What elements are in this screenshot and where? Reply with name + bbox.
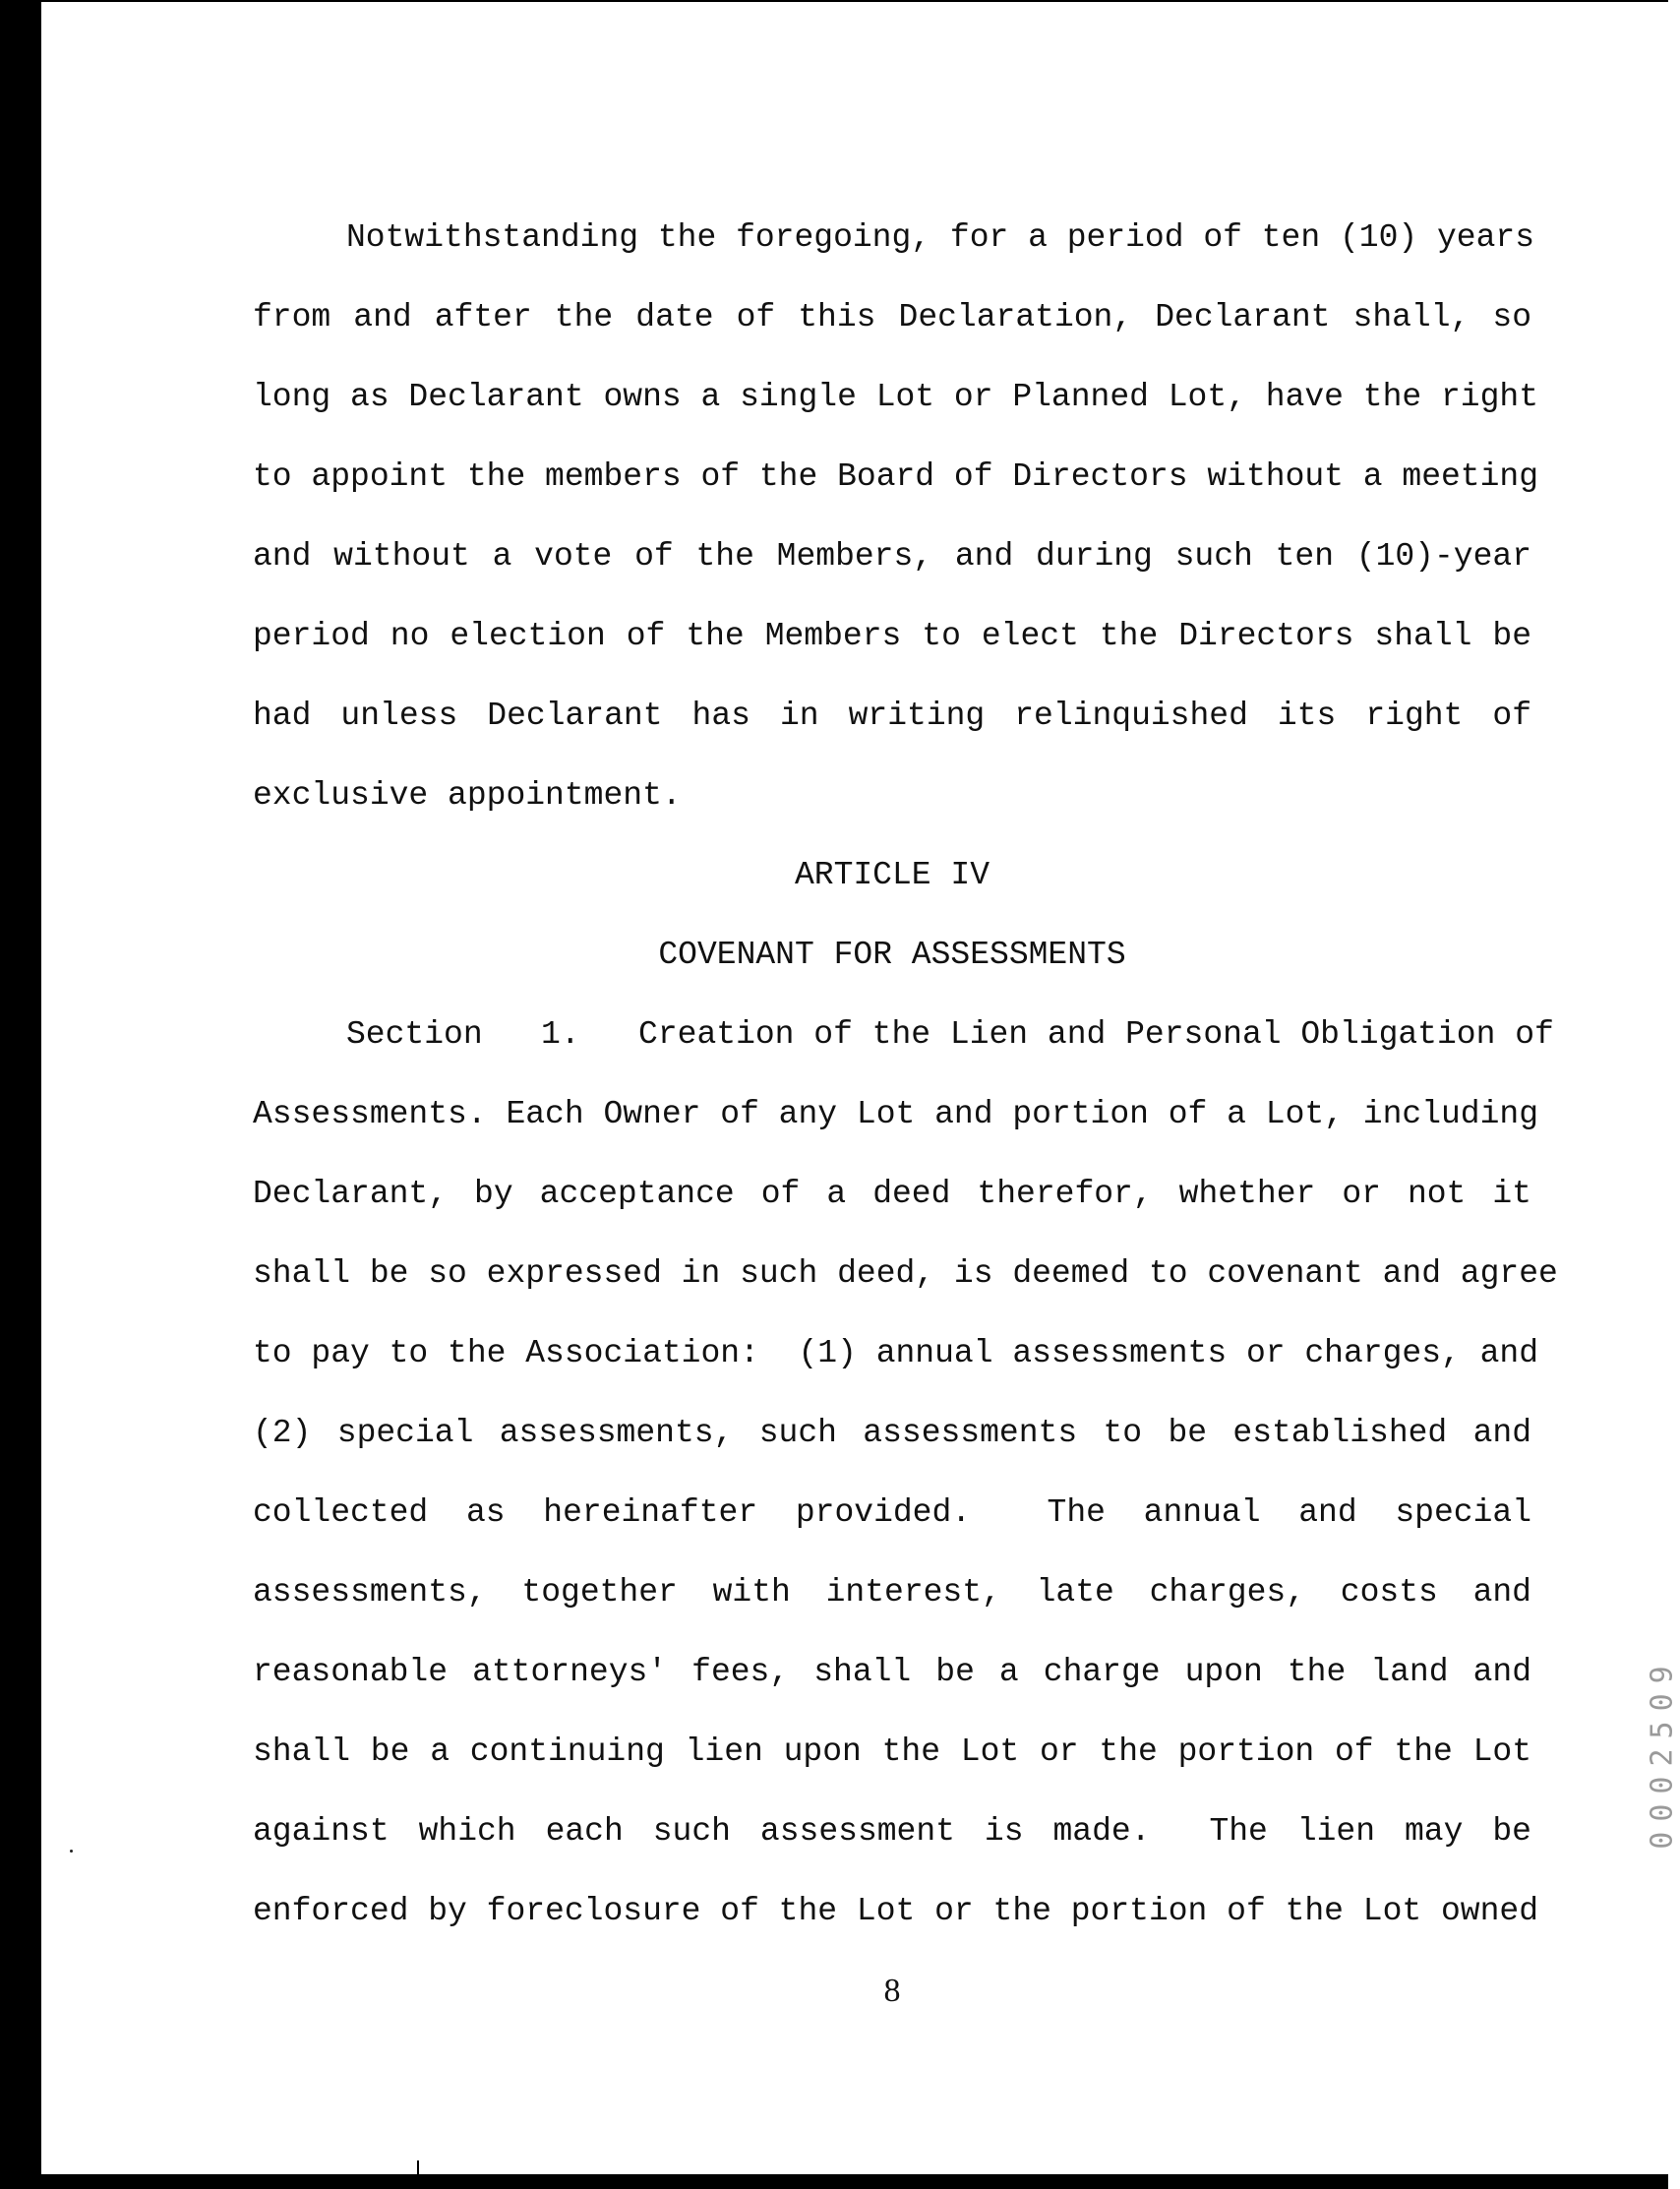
paragraph2-line: enforced by foreclosure of the Lot or the portion of the Lot owned [253, 1893, 1539, 1929]
paragraph2-line: shall be a continuing lien upon the Lot or the portion of the Lot [253, 1733, 1531, 1770]
article-heading: ARTICLE IV [794, 857, 990, 893]
paragraph2-line: to pay to the Association: (1) annual assessments or charges, and [253, 1335, 1539, 1371]
paragraph1-line: from and after the date of this Declaration, Declarant shall, so [253, 299, 1531, 335]
paragraph2-line: assessments, together with interest, late charges, costs and [253, 1574, 1531, 1611]
paragraph2-line: shall be so expressed in such deed, is deemed to covenant and agree [253, 1255, 1558, 1292]
margin-stamp [1645, 1551, 1680, 1954]
paragraph2-line: against which each such assessment is made. The lien may be [253, 1813, 1531, 1850]
paragraph1-line: period no election of the Members to elect the Directors shall be [253, 618, 1531, 654]
paragraph2-line: Section 1. Creation of the Lien and Personal Obligation of [346, 1016, 1554, 1053]
paragraph1-line: and without a vote of the Members, and during such ten (10)-year [253, 538, 1531, 575]
paragraph2-line: Declarant, by acceptance of a deed therefor, whether or not it [253, 1176, 1531, 1212]
paragraph1-line: to appoint the members of the Board of Directors without a meeting [253, 458, 1539, 495]
paragraph1-line: long as Declarant owns a single Lot or Planned Lot, have the right [253, 379, 1539, 415]
paragraph1-line: exclusive appointment. [253, 777, 682, 814]
page-number: 8 [883, 1973, 901, 2009]
paragraph1-line: Notwithstanding the foregoing, for a period of ten (10) years [346, 219, 1534, 256]
margin-stamp-text: 0002509 [1645, 1655, 1680, 1850]
paragraph1-line: had unless Declarant has in writing relinquished its right of [253, 698, 1531, 734]
paragraph2-line: (2) special assessments, such assessments to be established and [253, 1415, 1531, 1451]
paragraph2-line: reasonable attorneys' fees, shall be a charge upon the land and [253, 1654, 1531, 1690]
paragraph2-line: Assessments. Each Owner of any Lot and portion of a Lot, including [253, 1096, 1539, 1132]
paragraph2-line: collected as hereinafter provided. The annual and special [253, 1494, 1531, 1531]
article-title: COVENANT FOR ASSESSMENTS [658, 937, 1126, 973]
